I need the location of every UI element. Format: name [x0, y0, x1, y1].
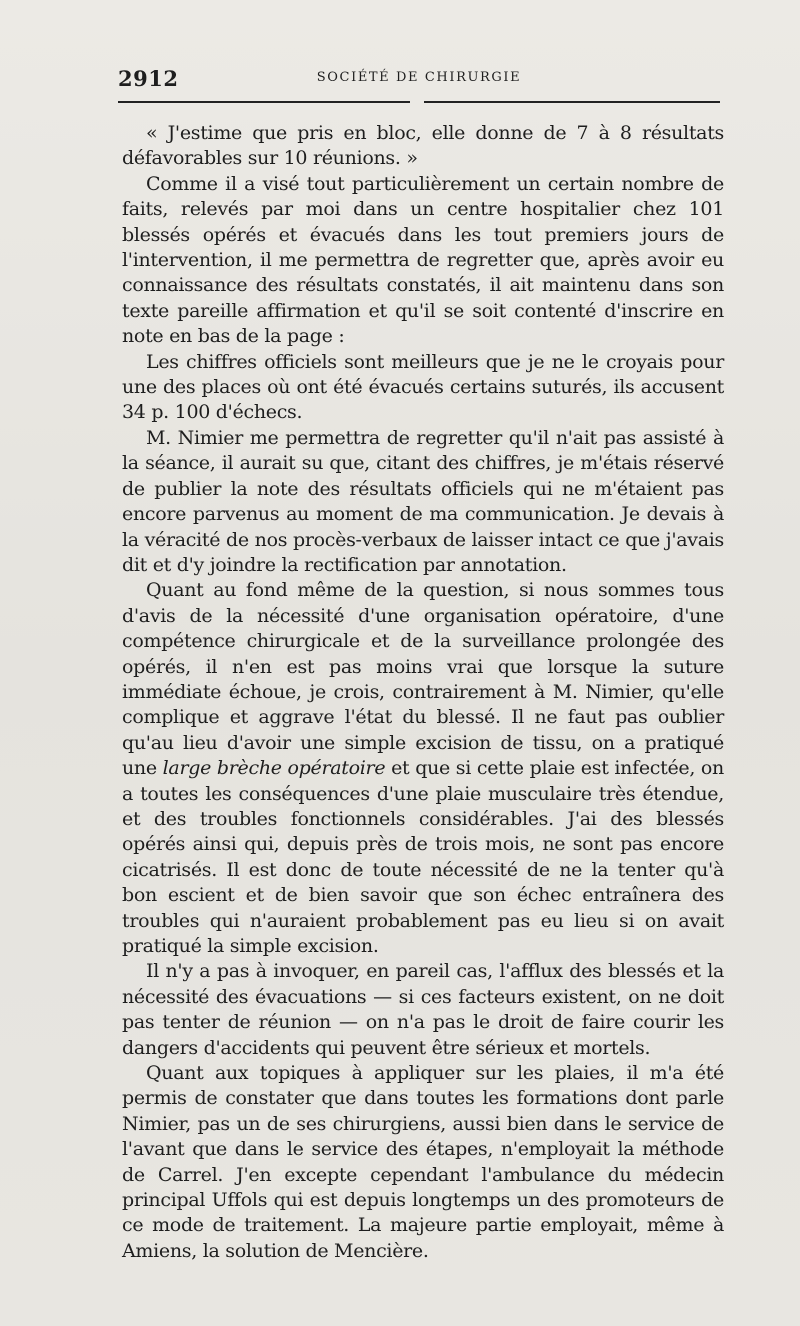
- page-number: 2912: [118, 66, 179, 91]
- paragraph-official-figures: Les chiffres officiels sont meilleurs que je ne le croyais pour une des places où ont été évacués certains suturés, ils accusent 34 p. 100 d'échecs.: [122, 350, 724, 424]
- paragraph-question-start: Quant au fond même de la question, si nous sommes tous d'avis de la nécessité d'une organisation opératoire, d'une compétence chirurgicale et de la surveillance prolongée des opérés, il n'en est pas moins vrai que lorsque la suture immédiate échoue, je crois, contrairement à M. Nimier, qu'elle complique et aggrave l'état du blessé. Il ne faut pas oublier qu'au lieu d'avoir une simple excision de tissu, on a pratiqué une: [122, 579, 724, 780]
- running-title: SOCIÉTÉ DE CHIRURGIE: [316, 70, 522, 85]
- paragraph-evacuations: Il n'y a pas à invoquer, en pareil cas, l'afflux des blessés et la nécessité des évacuations — si ces facteurs existent, on ne doit pas tenter de réunion — on n'a pas le droit de faire courir les dangers d'accidents qui peuvent être sérieux et mortels.: [122, 960, 724, 1059]
- body-text: [122, 121, 724, 1264]
- italic-phrase: large brèche opératoire: [162, 757, 386, 780]
- page-header: [118, 62, 720, 92]
- paragraph-question: [122, 578, 724, 959]
- paragraph-nimier-seance: M. Nimier me permettra de regretter qu'il n'ait pas assisté à la séance, il aurait su que, citant des chiffres, je m'étais réservé de publier la note des résultats officiels qui ne m'étaient pas encore parvenus au moment de ma communication. Je devais à la véracité de nos procès-verbaux de laisser intact ce que j'avais dit et d'y joindre la rectification par annotation.: [122, 426, 724, 576]
- header-rule-left: [118, 101, 410, 103]
- paragraph-topiques: Quant aux topiques à appliquer sur les plaies, il m'a été permis de constater que dans toutes les formations dont parle Nimier, pas un de ses chirurgiens, aussi bien dans le service de l'avant que dans le service des étapes, n'employait la méthode de Carrel. J'en excepte cependant l'ambulance du médecin principal Uffols qui est depuis longtemps un des promoteurs de ce mode de traitement. La majeure partie employait, même à Amiens, la solution de Mencière.: [122, 1062, 724, 1262]
- paragraph-facts: Comme il a visé tout particulièrement un certain nombre de faits, relevés par moi dans un centre hospitalier chez 101 blessés opérés et évacués dans les tout premiers jours de l'intervention, il me permettra de regretter que, après avoir eu connaissance des résultats constatés, il ait maintenu dans son texte pareille affirmation et qu'il se soit contenté d'inscrire en note en bas de la page :: [122, 172, 724, 348]
- paragraph-question-end: et que si cette plaie est infectée, on a toutes les conséquences d'une plaie musculaire très étendue, et des troubles fonctionnels considérables. J'ai des blessés opérés ainsi qui, depuis près de trois mois, ne sont pas encore cicatrisés. Il est donc de toute nécessité de ne la tenter qu'à bon escient et de bien savoir que son échec entraînera des troubles qui n'auraient probablement pas eu lieu si on avait pratiqué la simple excision.: [122, 757, 724, 957]
- header-rule-right: [424, 101, 720, 103]
- paragraph-quote: « J'estime que pris en bloc, elle donne de 7 à 8 résultats défavorables sur 10 réunions. »: [122, 122, 724, 170]
